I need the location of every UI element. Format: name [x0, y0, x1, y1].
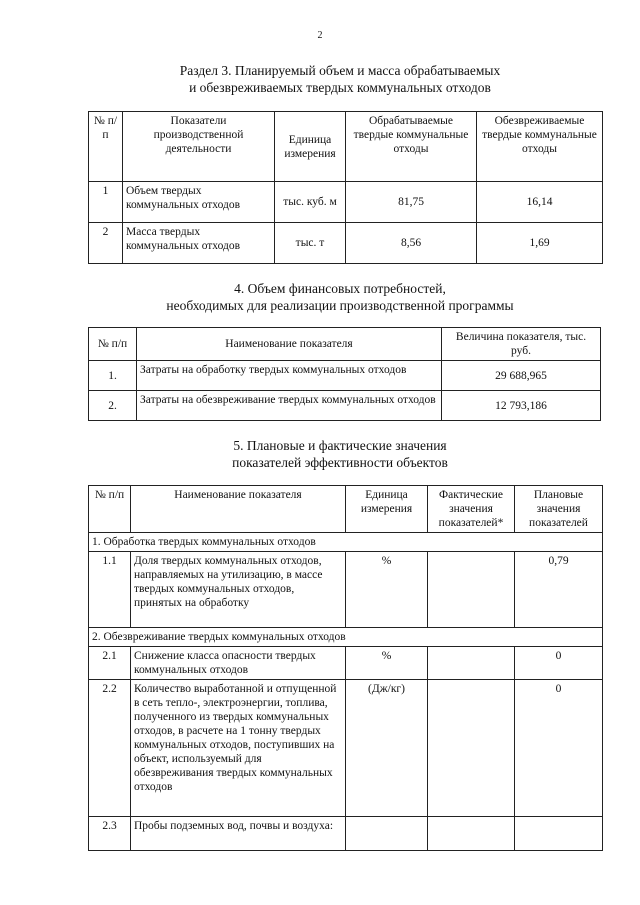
header-unit: Единица измерения: [275, 112, 346, 182]
cell-value: 29 688,965: [442, 361, 601, 391]
cell-unit: %: [346, 552, 428, 628]
cell-name: Снижение класса опасности твердых коммунальных отходов: [131, 647, 346, 680]
header-num: № п/п: [89, 328, 137, 361]
cell-num: 1.: [89, 361, 137, 391]
header-unit: Единица измерения: [346, 486, 428, 533]
cell-name: Масса твердых коммунальных отходов: [123, 223, 275, 264]
cell-value: 12 793,186: [442, 391, 601, 421]
cell-num: 1.1: [89, 552, 131, 628]
header-planned: Плановые значения показателей: [515, 486, 603, 533]
table-row: [89, 552, 603, 628]
header-name: Наименование показателя: [131, 486, 346, 533]
cell-planned: 0: [515, 647, 603, 680]
cell-unit: [346, 817, 428, 851]
cell-neutralized: 1,69: [477, 223, 603, 264]
header-neutralized: Обезвреживаемые твердые коммунальные отходы: [477, 112, 603, 182]
cell-name: Объем твердых коммунальных отходов: [123, 182, 275, 223]
cell-actual: [428, 817, 515, 851]
section5-table: [88, 485, 603, 851]
cell-planned: [515, 817, 603, 851]
cell-unit: (Дж/кг): [346, 680, 428, 817]
cell-actual: [428, 647, 515, 680]
table-header-row: [89, 112, 603, 182]
header-value: Величина показателя, тыс. руб.: [442, 328, 601, 361]
header-actual: Фактические значения показателей*: [428, 486, 515, 533]
header-indicator: Показатели производственной деятельности: [123, 112, 275, 182]
header-num: № п/п: [89, 486, 131, 533]
cell-processed: 81,75: [346, 182, 477, 223]
table-row: [89, 182, 603, 223]
cell-num: 2: [89, 223, 123, 264]
header-name: Наименование показателя: [137, 328, 442, 361]
cell-planned: 0,79: [515, 552, 603, 628]
table-row: [89, 817, 603, 851]
section5-title: [0, 437, 640, 471]
section3-title-line2: и обезвреживаемых твердых коммунальных отходов: [189, 80, 491, 95]
cell-planned: 0: [515, 680, 603, 817]
header-num: № п/п: [89, 112, 123, 182]
section5-title-line1: 5. Плановые и фактические значения: [233, 438, 447, 453]
section3-table: [88, 111, 603, 264]
table-row: [89, 680, 603, 817]
group-label: 1. Обработка твердых коммунальных отходов: [89, 533, 603, 552]
cell-num: 2.1: [89, 647, 131, 680]
cell-processed: 8,56: [346, 223, 477, 264]
cell-num: 1: [89, 182, 123, 223]
table-header-row: [89, 486, 603, 533]
cell-name: Количество выработанной и отпущенной в сеть тепло-, электроэнергии, топлива, полученного из твердых коммунальных отходов, в расчете на 1 тонну твердых коммунальных отходов, поступивших на объект, используемый для обезвреживания твердых коммунальных отходов: [131, 680, 346, 817]
cell-name: Доля твердых коммунальных отходов, направляемых на утилизацию, в массе твердых коммунальных отходов, принятых на обработку: [131, 552, 346, 628]
group-row: [89, 628, 603, 647]
page-number: 2: [317, 30, 323, 41]
cell-num: 2.: [89, 391, 137, 421]
table-row: [89, 647, 603, 680]
section3-title-line1: Раздел 3. Планируемый объем и масса обрабатываемых: [179, 63, 501, 78]
cell-unit: тыс. куб. м: [275, 182, 346, 223]
table-header-row: [89, 328, 601, 361]
section5-title-line2: показателей эффективности объектов: [232, 455, 448, 470]
cell-unit: %: [346, 647, 428, 680]
cell-actual: [428, 680, 515, 817]
cell-unit: тыс. т: [275, 223, 346, 264]
header-processed: Обрабатываемые твердые коммунальные отходы: [346, 112, 477, 182]
group-label: 2. Обезвреживание твердых коммунальных отходов: [89, 628, 603, 647]
table-row: [89, 361, 601, 391]
cell-name: Затраты на обезвреживание твердых коммунальных отходов: [137, 391, 442, 421]
cell-num: 2.3: [89, 817, 131, 851]
cell-neutralized: 16,14: [477, 182, 603, 223]
section4-title-line2: необходимых для реализации производственной программы: [166, 298, 514, 313]
cell-name: Затраты на обработку твердых коммунальных отходов: [137, 361, 442, 391]
section4-title-line1: 4. Объем финансовых потребностей,: [234, 281, 446, 296]
cell-actual: [428, 552, 515, 628]
section4-table: [88, 327, 601, 421]
section3-title: [0, 62, 640, 96]
cell-name: Пробы подземных вод, почвы и воздуха:: [131, 817, 346, 851]
table-row: [89, 223, 603, 264]
group-row: [89, 533, 603, 552]
cell-num: 2.2: [89, 680, 131, 817]
section4-title: [0, 280, 640, 314]
table-row: [89, 391, 601, 421]
